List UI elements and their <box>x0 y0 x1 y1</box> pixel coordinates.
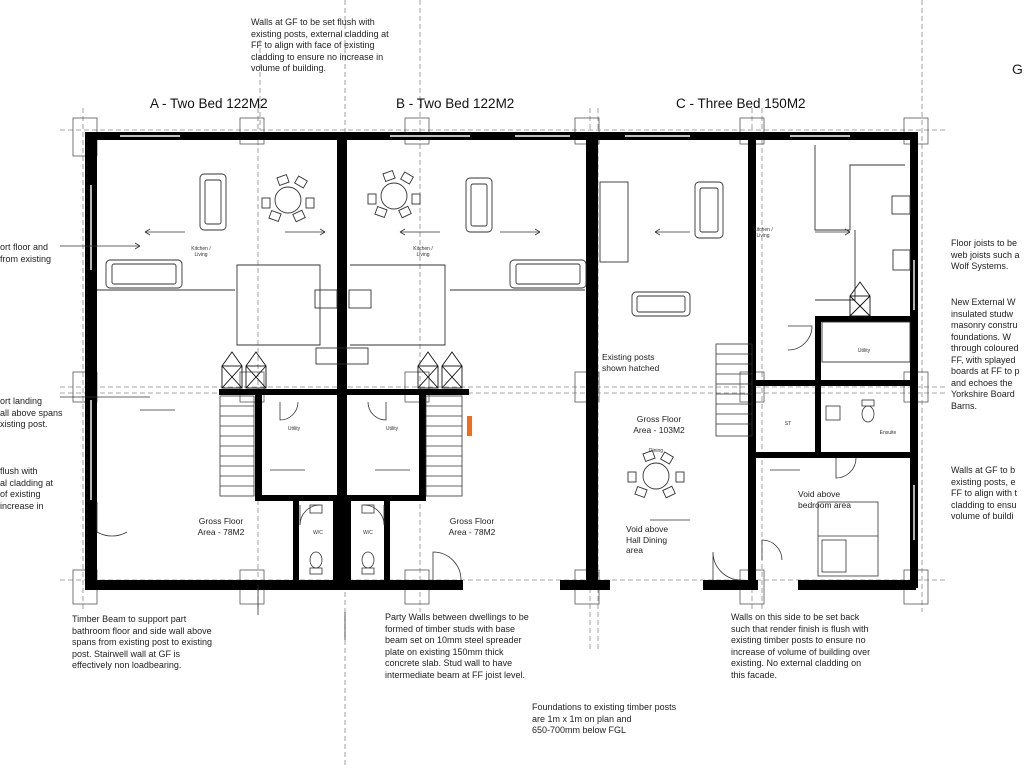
note-left-floor: ort floor and from existing <box>0 242 52 264</box>
note-new-external-walls: New External W insulated studw masonry constru foundations. W through coloured FF, with splayed boards at FF to p and echoes the Yorkshire Board Barns. <box>951 297 1020 411</box>
note-walls-gf-right: Walls at GF to b existing posts, e FF to align with t cladding to ensu volume of buildi <box>951 465 1018 521</box>
note-floor-joists: Floor joists to be web joists such a Wolf Systems. <box>951 238 1020 271</box>
unit-c-title: C - Three Bed 150M2 <box>676 96 806 111</box>
note-foundations: Foundations to existing timber posts are 1m x 1m on plan and 650-700mm below FGL <box>532 702 677 735</box>
room-label-ensuite: Ensuite <box>879 430 897 436</box>
bed-icon <box>818 502 878 576</box>
note-party-walls: Party Walls between dwellings to be formed of timber studs with base beam set on 10mm steel spreader plate on existing 150mm thick concrete slab. Stud wall to have intermediate beam at FF joist level. <box>385 612 529 680</box>
orange-marker <box>467 416 472 436</box>
unit-a-title: A - Two Bed 122M2 <box>150 96 268 111</box>
note-top-center: Walls at GF to be set flush with existing posts, external cladding at FF to align with face of existing cladding to ensure no increase in volume of building. <box>251 17 389 73</box>
room-label-utility-a: Utility <box>287 426 301 432</box>
room-label-st: ST <box>784 421 792 427</box>
hatched-posts <box>222 282 870 388</box>
room-label-utility-b: Utility <box>385 426 399 432</box>
room-label-wc-a: W/C <box>313 530 323 536</box>
unit-b-title: B - Two Bed 122M2 <box>396 96 515 111</box>
void-bedroom-label: Void above bedroom area <box>798 489 851 510</box>
room-label-kitchen-a: Kitchen / Living <box>191 246 211 258</box>
dining-table-icon <box>262 171 684 498</box>
sofa-furniture <box>106 174 723 316</box>
room-label-kitchen-b: Kitchen / Living <box>413 246 433 258</box>
corner-glyph: G <box>1012 61 1023 77</box>
room-label-utility-c: Utility <box>857 348 871 354</box>
note-timber-beam: Timber Beam to support part bathroom floor and side wall above spans from existing post to existing post. Stairwell wall at GF is effectively non loadbearing. <box>72 614 213 670</box>
existing-posts-note: Existing posts shown hatched <box>602 352 660 373</box>
room-label-kitchen-c: Kitchen / Living <box>753 227 773 239</box>
gross-floor-area-a: Gross Floor Area - 78M2 <box>197 516 245 537</box>
room-label-wc-b: W/C <box>363 530 373 536</box>
room-label-dining: Dining <box>648 448 664 454</box>
gross-floor-area-b: Gross Floor Area - 78M2 <box>448 516 496 537</box>
void-hall-label: Void above Hall Dining area <box>626 524 669 555</box>
note-walls-set-back: Walls on this side to be set back such that render finish is flush with existing timber posts to ensure no increase of volume of building over existing. No external cladding on this facade. <box>731 612 871 680</box>
gross-floor-area-c: Gross Floor Area - 103M2 <box>633 414 685 435</box>
note-left-landing: ort landing all above spans xisting post. <box>0 396 63 429</box>
windows <box>91 136 914 540</box>
note-left-cladding: flush with al cladding at of existing increase in <box>0 466 54 511</box>
kitchen-counters <box>97 145 910 364</box>
